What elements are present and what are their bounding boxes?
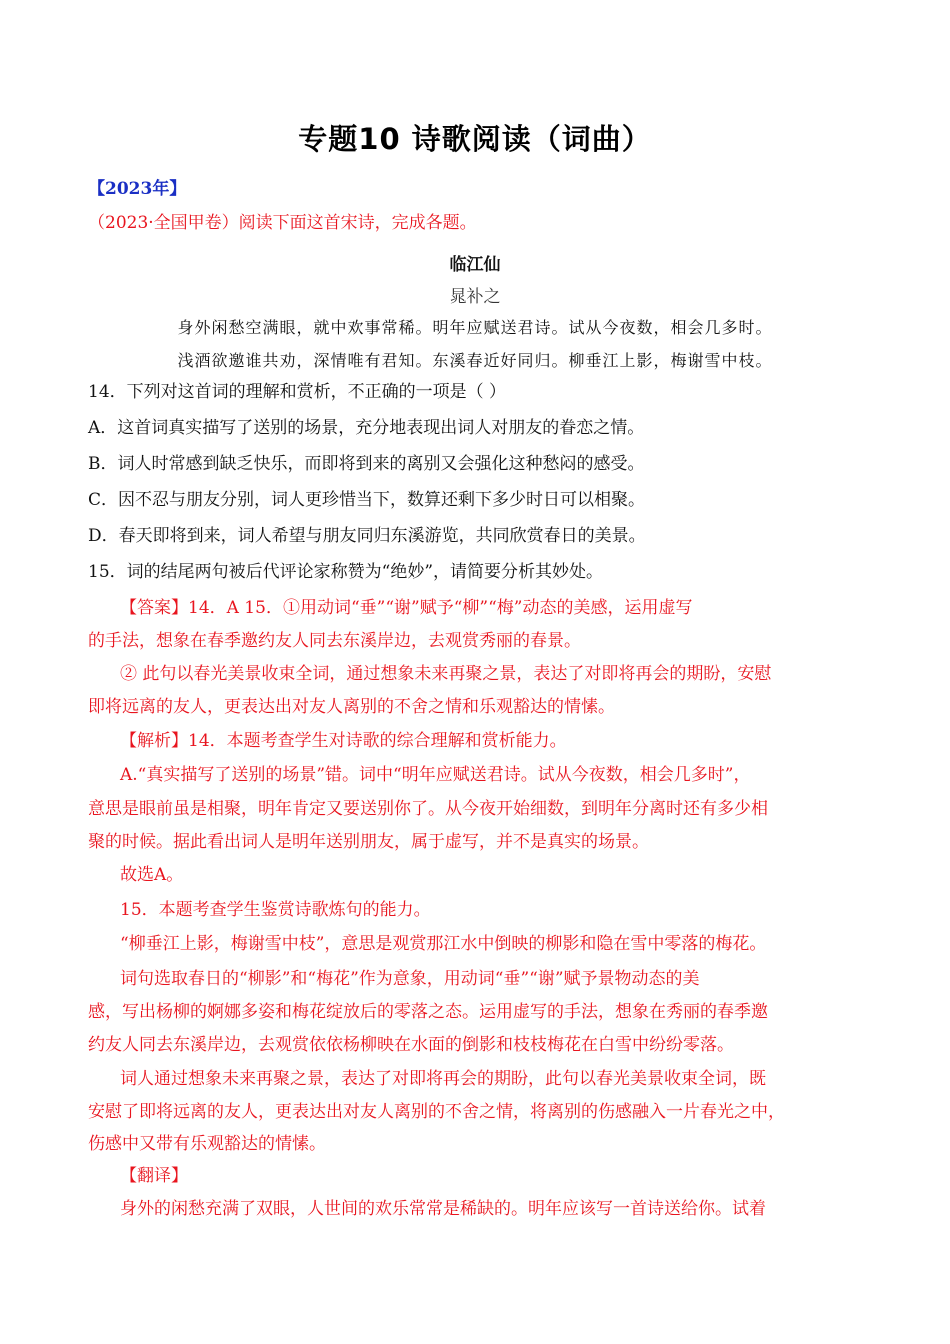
page-title: 专题10 诗歌阅读（词曲） (298, 122, 652, 156)
analysis-line-7: “柳垂江上影，梅谢雪中枝”，意思是观赏那江水中倒映的柳影和隐在雪中零落的梅花。 (120, 934, 767, 954)
analysis-line-8: 词句选取春日的“柳影”和“梅花”作为意象，用动词“垂”“谢”赋予景物动态的美 (120, 969, 700, 989)
year-tag: 【2023年】 (88, 179, 187, 199)
question-15: 15．词的结尾两句被后代评论家称赞为“绝妙”，请简要分析其妙处。 (88, 562, 604, 582)
analysis-line-2: A.“真实描写了送别的场景”错。词中“明年应赋送君诗。试从今夜数，相会几多时”， (120, 765, 751, 785)
analysis-line-10: 约友人同去东溪岸边，去观赏依依杨柳映在水面的倒影和枝枝梅花在白雪中纷纷零落。 (88, 1035, 734, 1055)
poem-line-1: 身外闲愁空满眼，就中欢事常稀。明年应赋送君诗。试从今夜数，相会几多时。 (177, 318, 773, 337)
analysis-line-6: 15．本题考查学生鉴赏诗歌炼句的能力。 (120, 900, 431, 920)
analysis-line-3: 意思是眼前虽是相聚，明年肯定又要送别你了。从今夜开始细数，到明年分离时还有多少相 (88, 799, 768, 819)
option-d: D．春天即将到来，词人希望与朋友同归东溪游览，共同欣赏春日的美景。 (88, 526, 646, 546)
analysis-line-9: 感，写出杨柳的婀娜多姿和梅花绽放后的零落之态。运用虚写的手法，想象在秀丽的春季邀 (88, 1002, 768, 1022)
answer-line-4: 即将远离的友人，更表达出对友人离别的不舍之情和乐观豁达的情愫。 (88, 697, 615, 717)
poem-title: 临江仙 (449, 255, 501, 275)
answer-line-2: 的手法，想象在春季邀约友人同去东溪岸边，去观赏秀丽的春景。 (88, 631, 581, 651)
poem-author: 晁补之 (449, 287, 501, 307)
option-c: C．因不忍与朋友分别，词人更珍惜当下，数算还剩下多少时日可以相聚。 (88, 490, 646, 510)
option-b: B．词人时常感到缺乏快乐，而即将到来的离别又会强化这种愁闷的感受。 (88, 454, 645, 474)
option-a: A．这首词真实描写了送别的场景，充分地表现出词人对朋友的眷恋之情。 (88, 418, 645, 438)
translation-line-1: 身外的闲愁充满了双眼，人世间的欢乐常常是稀缺的。明年应该写一首诗送给你。试着 (120, 1199, 766, 1219)
source-line: （2023·全国甲卷）阅读下面这首宋诗，完成各题。 (88, 213, 477, 233)
analysis-line-5: 故选A。 (120, 865, 184, 885)
answer-line-1: 【答案】14．A 15．①用动词“垂”“谢”赋予“柳”“梅”动态的美感，运用虚写 (120, 598, 693, 618)
analysis-line-11: 词人通过想象未来再聚之景，表达了对即将再会的期盼，此句以春光美景收束全词，既 (120, 1069, 766, 1089)
question-14: 14．下列对这首词的理解和赏析，不正确的一项是（ ） (88, 382, 507, 402)
translation-label: 【翻译】 (120, 1166, 188, 1186)
analysis-line-12: 安慰了即将远离的友人，更表达出对友人离别的不舍之情，将离别的伤感融入一片春光之中， (88, 1102, 785, 1122)
analysis-line-1: 【解析】14．本题考查学生对诗歌的综合理解和赏析能力。 (120, 731, 567, 751)
poem-line-2: 浅酒欲邀谁共劝，深情唯有君知。东溪春近好同归。柳垂江上影，梅谢雪中枝。 (177, 351, 773, 370)
analysis-line-4: 聚的时候。据此看出词人是明年送别朋友，属于虚写，并不是真实的场景。 (88, 832, 649, 852)
analysis-line-13: 伤感中又带有乐观豁达的情愫。 (88, 1134, 326, 1154)
answer-line-3: ② 此句以春光美景收束全词，通过想象未来再聚之景，表达了对即将再会的期盼，安慰 (120, 664, 772, 684)
